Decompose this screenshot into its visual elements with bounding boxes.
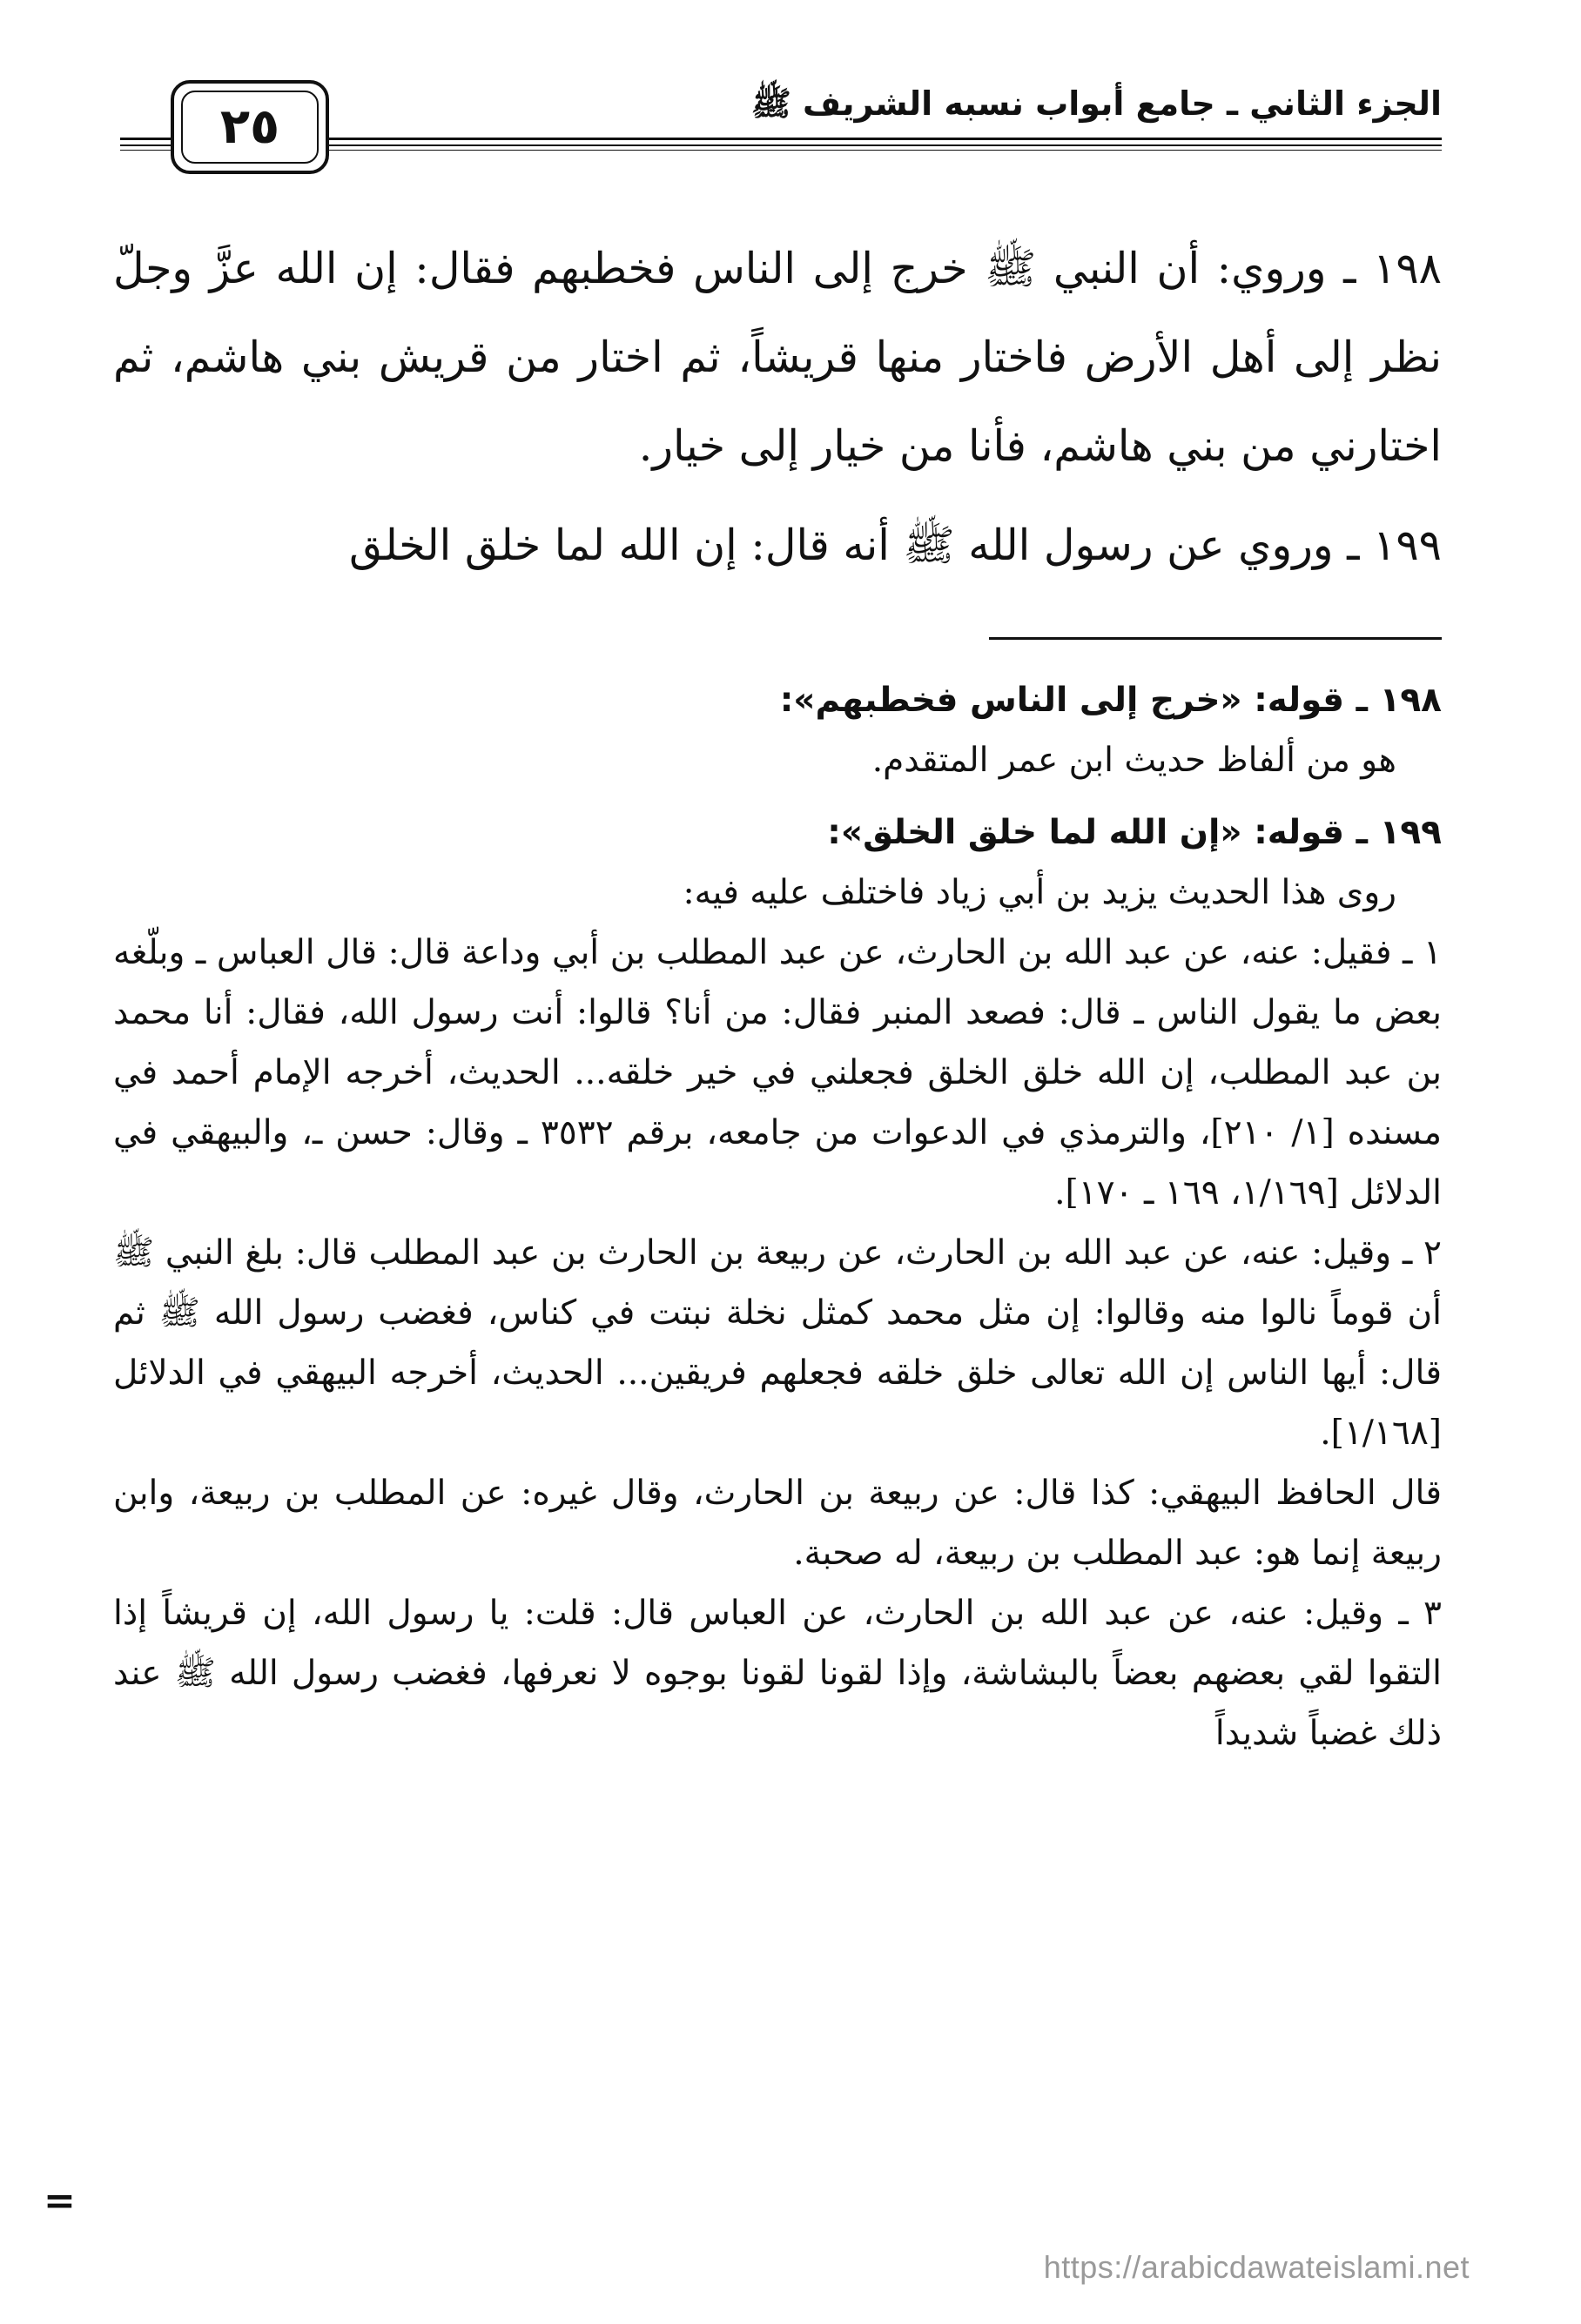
footnote-199-item-2: ٢ ـ وقيل: عنه، عن عبد الله بن الحارث، عن ربيعة بن الحارث بن عبد المطلب قال: بلغ النبي ﷺ أن قوماً نالوا منه وقالوا: إن مثل محمد كمثل نخلة نبتت في كناس، فغضب رسول الله ﷺ ثم قال: أيها الناس إن الله تعالى خلق خلقه فجعلهم فريقين... الحديث، أخرجه البيهقي في الدلائل [١/١٦٨].: [113, 1233, 1442, 1453]
paragraph-199: ١٩٩ ـ وروي عن رسول الله ﷺ أنه قال: إن الله لما خلق الخلق: [349, 521, 1442, 570]
footnotes: [113, 670, 1442, 1763]
main-text: [113, 225, 1442, 590]
footnote-198-heading: ١٩٨ ـ قوله: «خرج إلى الناس فخطبهم»:: [779, 681, 1442, 720]
footnote-199-item-1: ١ ـ فقيل: عنه، عن عبد الله بن الحارث، عن عبد المطلب بن أبي وداعة قال: قال العباس ـ وبلّغه بعض ما يقول الناس ـ قال: فصعد المنبر فقال: من أنا؟ قالوا: أنت رسول الله، فقال: أنا محمد بن عبد المطلب، إن الله خلق الخلق فجعلني في خير خلقه... الحديث، أخرجه الإمام أحمد في مسنده [١/ ٢١٠]، والترمذي في الدعوات من جامعه، برقم ٣٥٣٢ ـ وقال: حسن ـ، والبيهقي في الدلائل [١/١٦٩، ١٦٩ ـ ١٧٠].: [113, 933, 1442, 1212]
footnote-198-body: هو من ألفاظ حديث ابن عمر المتقدم.: [871, 741, 1396, 780]
footnote-199-heading: ١٩٩ ـ قوله: «إن الله لما خلق الخلق»:: [827, 813, 1442, 852]
footnote-separator: [989, 637, 1442, 640]
page-number: ٢٥: [219, 98, 280, 155]
continuation-mark: =: [44, 2179, 76, 2223]
footnote-199-intro: روى هذا الحديث يزيد بن أبي زياد فاختلف عليه فيه:: [683, 873, 1396, 912]
paragraph-198: ١٩٨ ـ وروي: أن النبي ﷺ خرج إلى الناس فخطبهم فقال: إن الله عزَّ وجلّ نظر إلى أهل الأرض فاختار منها قريشاً، ثم اختار من قريش بني هاشم، ثم اختارني من بني هاشم، فأنا من خيار إلى خيار.: [113, 244, 1442, 471]
watermark: https://arabicdawateislami.net: [1043, 2249, 1470, 2285]
footnote-199-item-3: ٣ ـ وقيل: عنه، عن عبد الله بن الحارث، عن العباس قال: قلت: يا رسول الله، إن قريشاً إذا التقوا لقي بعضهم بعضاً بالبشاشة، وإذا لقونا لقونا بوجوه لا نعرفها، فغضب رسول الله ﷺ عند ذلك غضباً شديداً: [113, 1594, 1442, 1753]
page-number-frame: [171, 80, 329, 174]
running-title: الجزء الثاني ـ جامع أبواب نسبه الشريف ﷺ: [750, 84, 1442, 123]
footnote-199-bayhaqi-remark: قال الحافظ البيهقي: كذا قال: عن ربيعة بن الحارث، وقال غيره: عن المطلب بن ربيعة، وابن ربيعة إنما هو: عبد المطلب بن ربيعة، له صحبة.: [113, 1474, 1442, 1573]
